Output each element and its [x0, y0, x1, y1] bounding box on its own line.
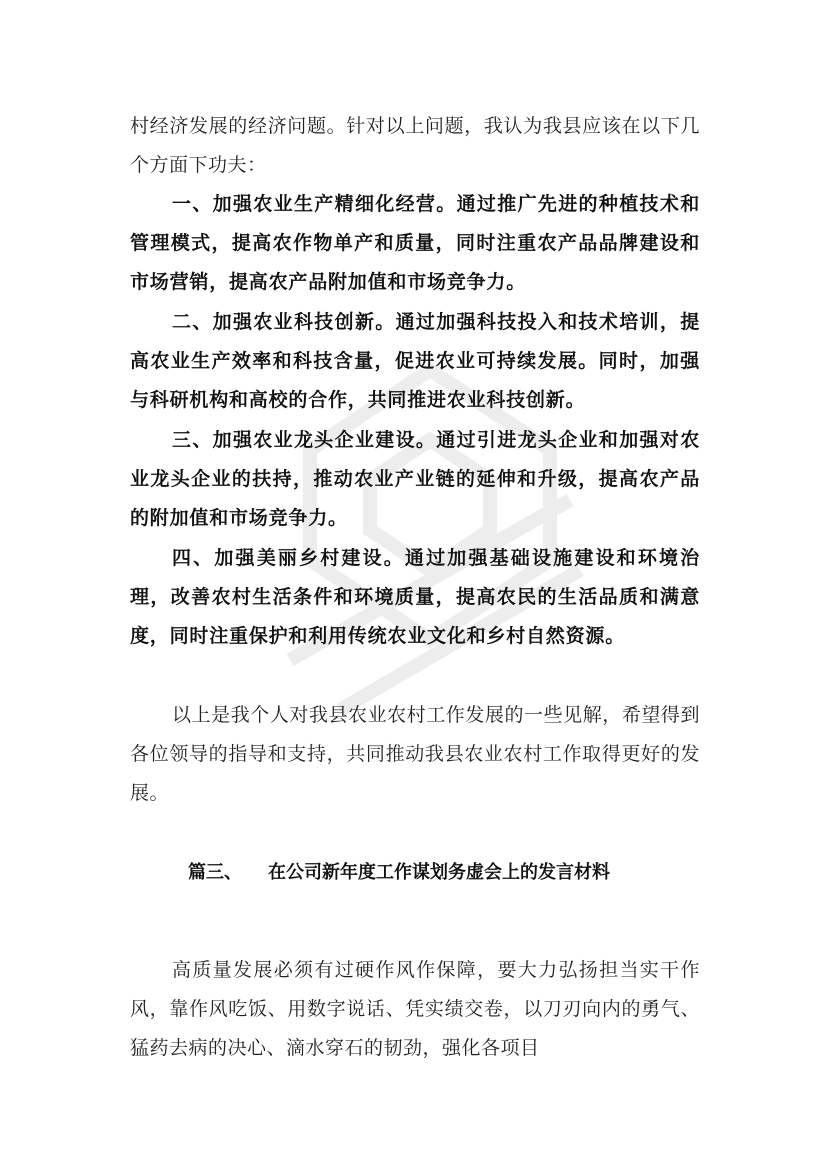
point-two-paragraph: 二、加强农业科技创新。通过加强科技投入和技术培训，提高农业生产效率和科技含量，促进农业可持续发展。同时，加强与科研机构和高校的合作，共同推进农业科技创新。: [130, 311, 700, 411]
section-body-paragraph: 高质量发展必须有过硬作风作保障，要大力弘扬担当实干作风，靠作风吃饭、用数字说话、凭实绩交卷，以刀刃向内的勇气、猛药去病的决心、滴水穿石的韧劲，强化各项目: [130, 959, 700, 1059]
section-title: 在公司新年度工作谋划务虚会上的发言材料: [268, 862, 610, 883]
section-heading: [188, 855, 708, 891]
closing-paragraph: 以上是我个人对我县农业农村工作发展的一些见解，希望得到各位领导的指导和支持，共同推动我县农业农村工作取得更好的发展。: [130, 704, 700, 804]
intro-paragraph: 村经济发展的经济问题。针对以上问题，我认为我县应该在以下几个方面下功夫：: [130, 115, 700, 176]
point-four-paragraph: 四、加强美丽乡村建设。通过加强基础设施建设和环境治理，改善农村生活条件和环境质量，提高农民的生活品质和满意度，同时注重保护和利用传统农业文化和乡村自然资源。: [130, 547, 700, 647]
section-number: 篇三、: [188, 862, 242, 883]
point-one-paragraph: 一、加强农业生产精细化经营。通过推广先进的种植技术和管理模式，提高农作物单产和质量，同时注重农产品品牌建设和市场营销，提高农产品附加值和市场竞争力。: [130, 193, 700, 293]
point-three-paragraph: 三、加强农业龙头企业建设。通过引进龙头企业和加强对农业龙头企业的扶持，推动农业产业链的延伸和升级，提高农产品的附加值和市场竞争力。: [130, 429, 700, 529]
